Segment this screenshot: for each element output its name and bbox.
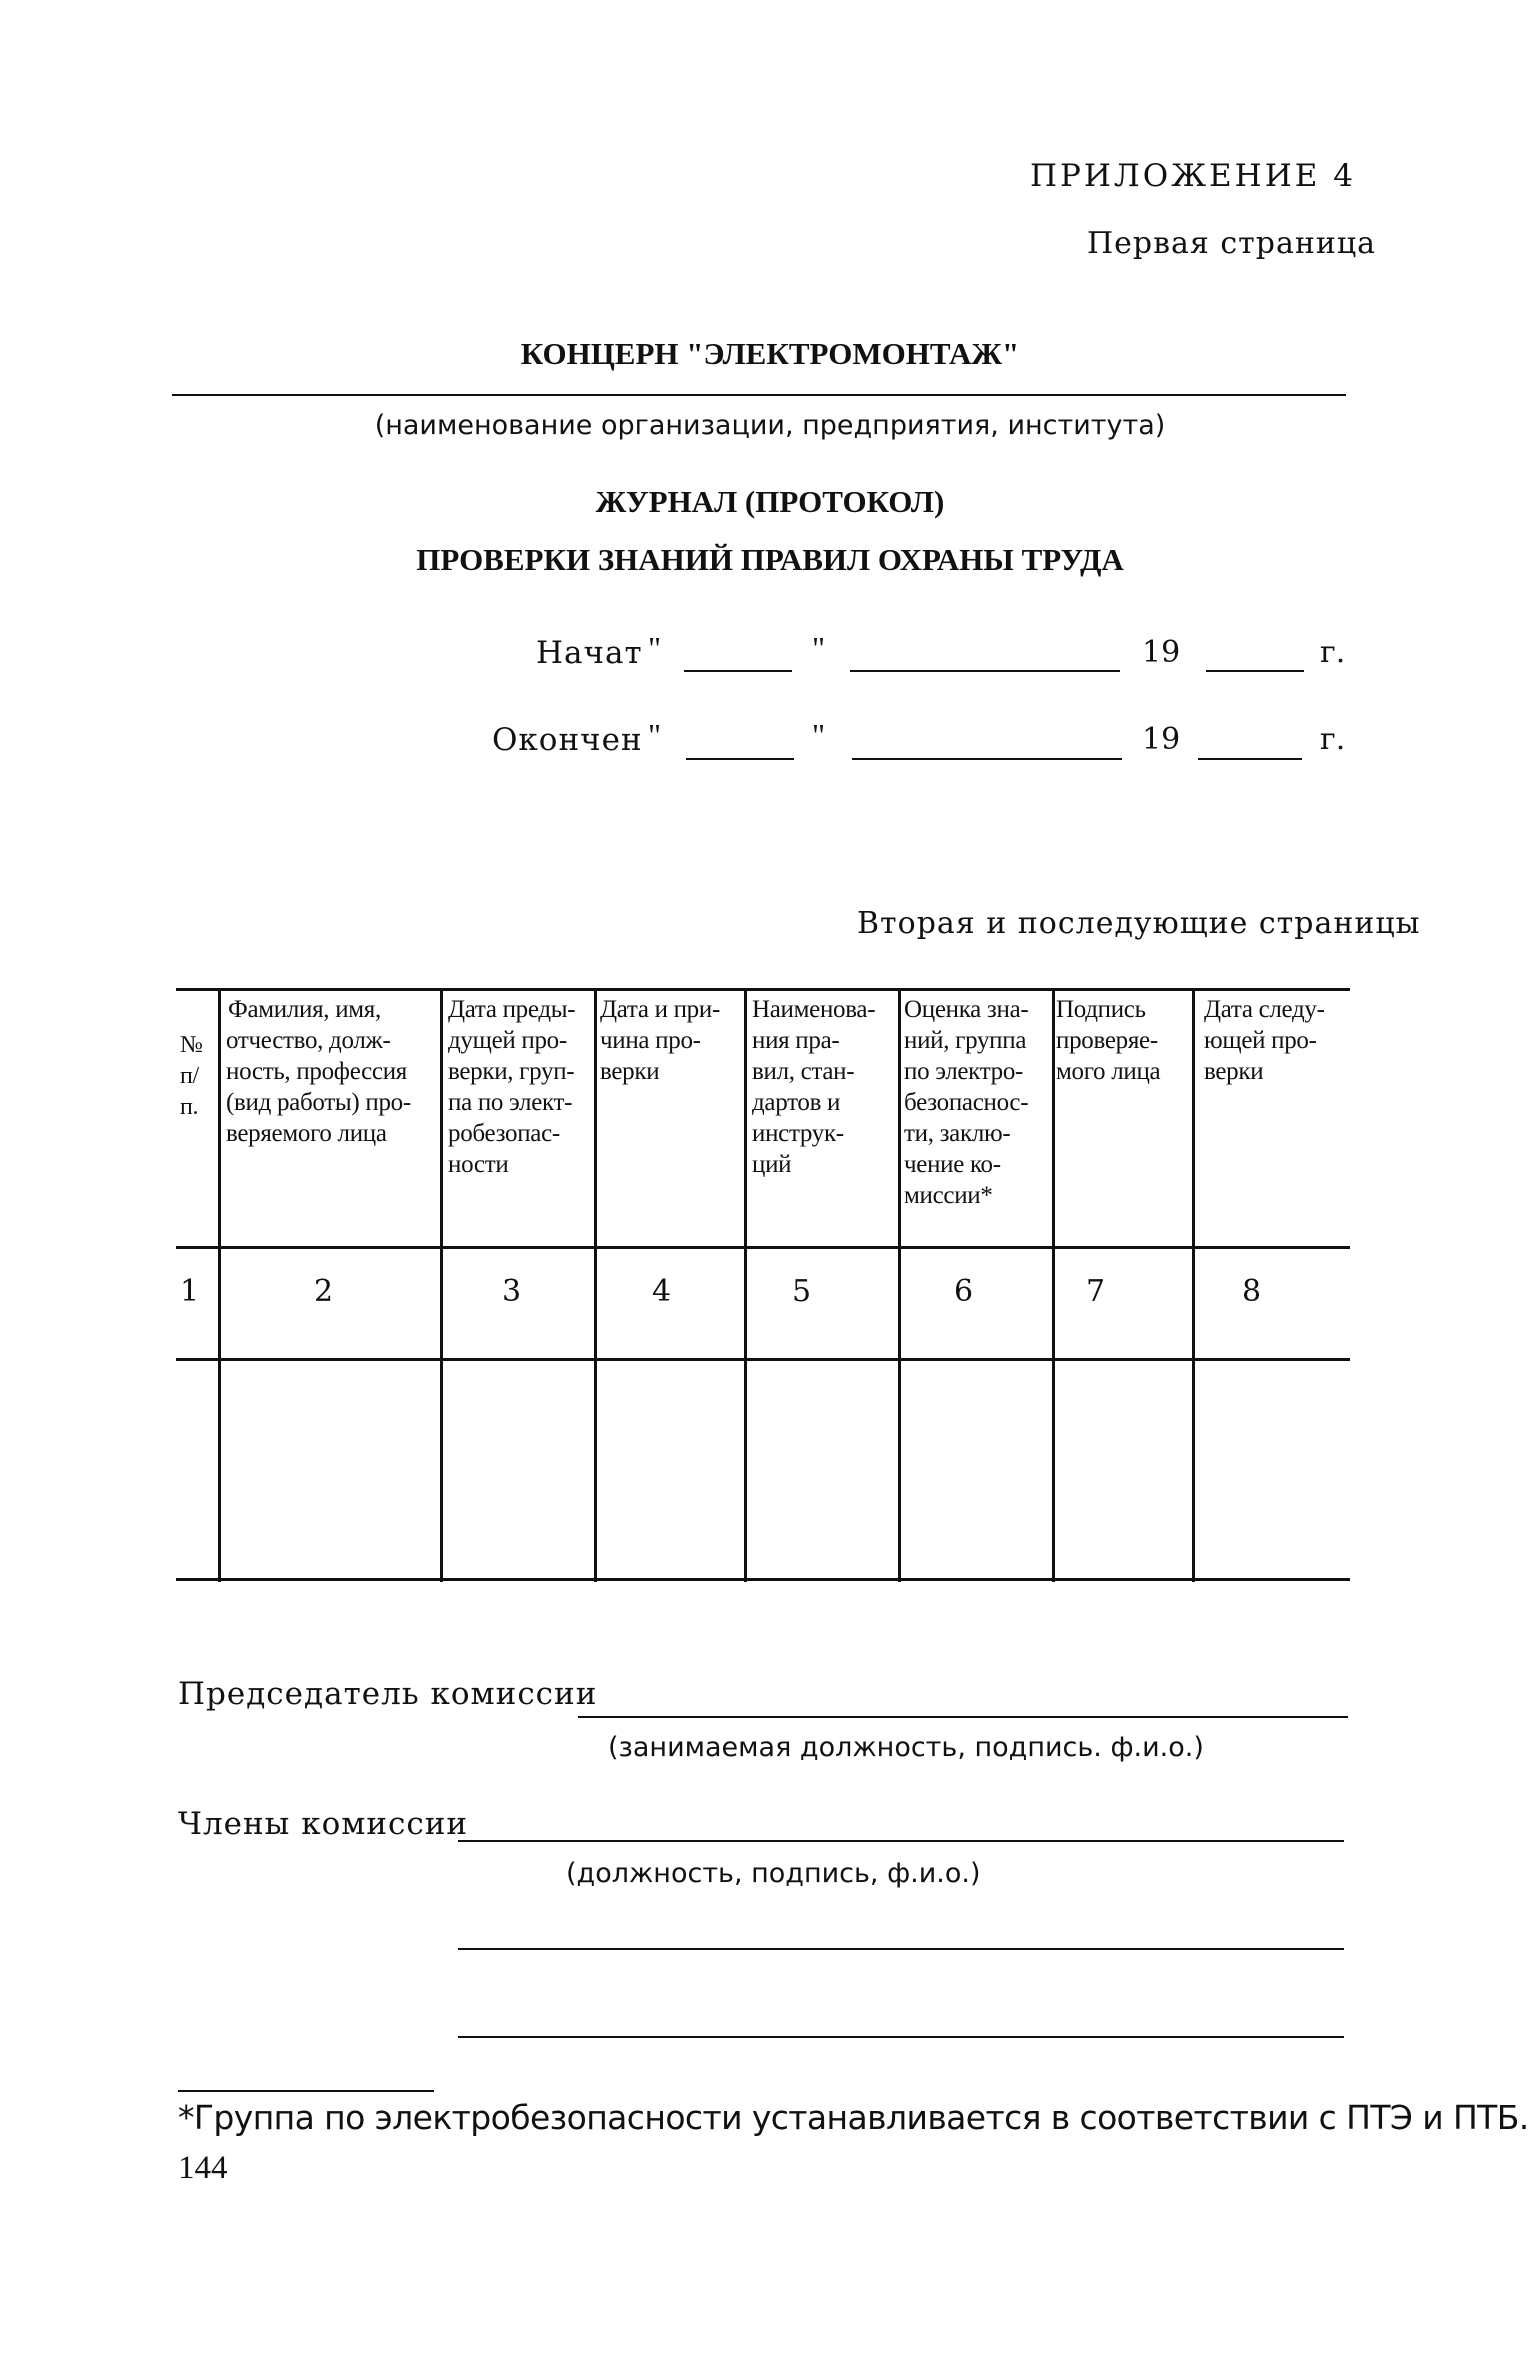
header-cell-signature: Подпись проверяе- мого лица <box>1056 996 1161 1085</box>
column-divider <box>1192 988 1195 1582</box>
header-cell-next-check: Дата следу- ющей про- верки <box>1204 996 1325 1085</box>
chairman-signature-line <box>578 1716 1348 1718</box>
page-number: 144 <box>178 2150 228 2186</box>
column-divider <box>218 988 221 1582</box>
column-number: 1 <box>180 1274 200 1309</box>
started-year-suffix: г. <box>1320 635 1346 670</box>
org-caption: (наименование организации, предприятия, института) <box>374 410 1166 441</box>
ended-quote-close: " <box>812 717 826 753</box>
header-cell-full-name: Фамилия, имя, отчество, долж- ность, профессия (вид работы) про- веряемого лица <box>226 996 411 1147</box>
footnote-rule <box>178 2090 434 2092</box>
column-divider <box>898 988 901 1582</box>
header-cell-previous-check: Дата преды- дущей про- верки, груп- па по элект- робезопас- ности <box>448 996 576 1178</box>
column-number: 8 <box>1242 1274 1262 1309</box>
started-quote-open: " <box>648 630 662 666</box>
column-divider <box>744 988 747 1582</box>
appendix-label: ПРИЛОЖЕНИЕ 4 <box>1030 158 1356 194</box>
chairman-caption: (занимаемая должность, подпись. ф.и.о.) <box>608 1732 1204 1763</box>
ended-month-blank <box>852 758 1122 760</box>
member-signature-line <box>458 1948 1344 1950</box>
org-name-underline <box>172 394 1346 396</box>
chairman-label: Председатель комиссии <box>178 1676 598 1712</box>
members-label: Члены комиссии <box>178 1806 469 1842</box>
table-numbers-bottom-border <box>176 1358 1350 1361</box>
ended-year-prefix: 19 <box>1142 722 1181 757</box>
members-caption: (должность, подпись, ф.и.о.) <box>566 1858 981 1889</box>
table-top-border <box>176 988 1350 991</box>
column-number: 7 <box>1086 1274 1106 1309</box>
member-signature-line <box>458 2036 1344 2038</box>
journal-title-line2: ПРОВЕРКИ ЗНАНИЙ ПРАВИЛ ОХРАНЫ ТРУДА <box>416 542 1124 577</box>
ended-quote-open: " <box>648 717 662 753</box>
table-header-bottom-border <box>176 1246 1350 1249</box>
table-bottom-border <box>176 1578 1350 1581</box>
column-number: 5 <box>792 1274 812 1309</box>
column-divider <box>440 988 443 1582</box>
started-quote-close: " <box>812 630 826 666</box>
column-number: 2 <box>314 1274 334 1309</box>
org-name: КОНЦЕРН "ЭЛЕКТРОМОНТАЖ" <box>520 336 1020 371</box>
started-label: Начат <box>536 635 643 671</box>
header-cell-knowledge-rating: Оценка зна- ний, группа по электро- безопаснос- ти, заклю- чение ко- миссии* <box>904 996 1029 1209</box>
first-page-label: Первая страница <box>1087 226 1377 261</box>
column-number: 3 <box>502 1274 522 1309</box>
column-divider <box>594 988 597 1582</box>
started-year-blank <box>1206 670 1304 672</box>
started-year-prefix: 19 <box>1142 635 1181 670</box>
started-day-blank <box>684 670 792 672</box>
column-divider <box>1052 988 1055 1582</box>
ended-year-suffix: г. <box>1320 722 1346 757</box>
ended-year-blank <box>1198 758 1302 760</box>
ended-day-blank <box>686 758 794 760</box>
header-cell-number: № п/ п. <box>180 1032 203 1120</box>
header-cell-check-reason: Дата и при- чина про- верки <box>600 996 720 1085</box>
journal-title-line1: ЖУРНАЛ (ПРОТОКОЛ) <box>595 484 945 519</box>
footnote-text: *Группа по электробезопасности устанавливается в соответствии с ПТЭ и ПТБ. <box>178 2098 1529 2137</box>
member-signature-line <box>458 1840 1344 1842</box>
journal-table <box>176 988 1350 1582</box>
header-cell-rules-names: Наименова- ния пра- вил, стан- дартов и инструк- ций <box>752 996 876 1178</box>
ended-label: Окончен <box>492 722 643 758</box>
column-number: 6 <box>954 1274 974 1309</box>
second-pages-label: Вторая и последующие страницы <box>857 906 1421 941</box>
column-number: 4 <box>652 1274 672 1309</box>
started-month-blank <box>850 670 1120 672</box>
